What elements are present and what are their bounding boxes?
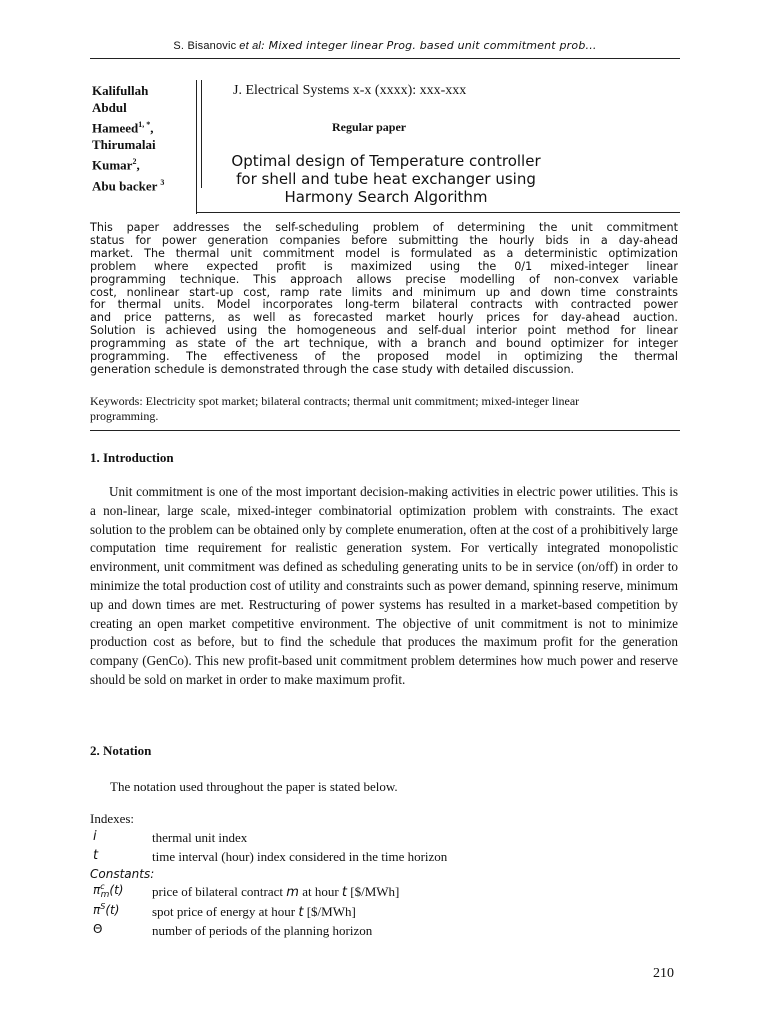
author-line: Kalifullah xyxy=(92,83,149,98)
paper-type: Regular paper xyxy=(332,120,407,134)
author-list xyxy=(92,82,202,194)
abstract-line: market. The thermal unit commitment model is formulated as a deterministic optimization xyxy=(90,246,678,260)
running-head-etal: et al xyxy=(239,40,262,52)
section-heading-notation: 2. Notation xyxy=(90,743,152,758)
abstract-line: programming as state of the art technique, with a branch and bound optimizer for integer xyxy=(90,337,678,351)
constant-symbol: Θ xyxy=(93,922,103,936)
abstract-rule xyxy=(90,430,680,431)
affiliation-marker: 3 xyxy=(160,177,165,187)
author-line: Kumar$^2$, xyxy=(92,157,140,173)
constant-definition: price of bilateral contract m at hour t [$/MWh] xyxy=(152,884,400,900)
section-heading-introduction: 1. Introduction xyxy=(90,450,174,465)
author-line: Hameed$^{1, *}$, xyxy=(92,120,154,136)
affiliation-marker: 2 xyxy=(132,157,137,167)
author-line: Thirumalai xyxy=(92,137,156,153)
paper-title-line: Harmony Search Algorithm xyxy=(284,188,488,206)
paper-title-line: Optimal design of Temperature controller xyxy=(231,152,541,170)
abstract-line: problem where expected profit is maximized using the 0/1 mixed-integer linear xyxy=(90,259,678,273)
keywords-line: Keywords: Electricity spot market; bilateral contracts; thermal unit commitment; mixed-integer linear xyxy=(90,394,580,408)
abstract xyxy=(90,222,678,377)
paper-title xyxy=(196,152,576,206)
keywords xyxy=(90,394,678,424)
journal-citation: J. Electrical Systems x-x (xxxx): xxx-xxx xyxy=(233,83,467,98)
author-line: Abdul xyxy=(92,100,127,115)
abstract-line: cost, nonlinear start-up cost, ramp rate limits and minimum up and down time constraints xyxy=(90,285,678,299)
keywords-line: programming. xyxy=(90,409,159,423)
index-symbol: i xyxy=(93,829,97,844)
index-definition: thermal unit index xyxy=(152,830,248,845)
abstract-line: programming. The effectiveness of the proposed model in optimizing the thermal xyxy=(90,350,678,364)
running-head xyxy=(90,39,680,52)
paper-title-line: for shell and tube heat exchanger using xyxy=(236,170,536,188)
affiliation-marker: 1, * xyxy=(138,120,151,129)
abstract-line: This paper addresses the self-scheduling problem of determining the unit commitment xyxy=(90,221,678,234)
constants-label: Constants: xyxy=(90,867,155,881)
running-head-title: : Mixed integer linear Prog. based unit commitment prob... xyxy=(261,39,597,52)
header-rule xyxy=(90,58,680,59)
abstract-line: and price patterns, as well as forecasted market hourly prices for day-ahead auction. xyxy=(90,311,678,325)
introduction-paragraph: Unit commitment is one of the most important decision-making activities in electric power utilities. This is a non-linear, large scale, mixed-integer combinatorial optimization problem with constraints. The exact solution to the problem can be obtained only by complete enumeration, often at the cost of a prohibitively large computation time requirement for realistic generation system. For vertically integrated monopolistic environment, unit commitment was defined as scheduling generating units to be in service (on/off) in order to minimize the total production cost of utility and constraints such as power demand, spinning reserve, minimum up and down times are met. Restructuring of power systems has resulted in a market-based competition by creating an open market competitive environment. The objective of unit commitment is not to minimize production cost as before, but to find the schedule that produces the maximum profit for the generation company (GenCo). This new profit-based unit commitment problem determines how much power and reserve should be sold on market in order to make maximum profit. xyxy=(90,484,678,687)
title-rule xyxy=(196,212,680,213)
abstract-line: status for power generation companies before submitting the hourly bids in a day-ahead xyxy=(90,233,678,247)
running-head-author: S. Bisanovic xyxy=(173,40,237,52)
abstract-line: programming technique. This approach allows precise modelling of non-convex variable xyxy=(90,272,678,286)
notation-intro: The notation used throughout the paper is stated below. xyxy=(110,779,398,794)
author-line: Abu backer $^3$ xyxy=(92,177,165,193)
abstract-line: Solution is achieved using the homogeneous and self-dual interior point method for linear xyxy=(90,324,678,338)
constant-symbol: $\pi^S(t)$ xyxy=(93,902,120,917)
page-number: 210 xyxy=(653,966,674,981)
constant-definition: spot price of energy at hour t [$/MWh] xyxy=(152,904,356,920)
abstract-line: generation schedule is demonstrated through the case study with detailed discussion. xyxy=(90,362,575,376)
constant-definition: number of periods of the planning horizon xyxy=(152,923,373,938)
index-definition: time interval (hour) index considered in the time horizon xyxy=(152,849,448,864)
abstract-line: for thermal units. Model incorporates long-term bilateral contracts with contracted power xyxy=(90,298,678,312)
indexes-label: Indexes: xyxy=(90,811,135,826)
index-symbol: t xyxy=(93,848,99,863)
introduction-body xyxy=(90,483,678,690)
constant-symbol: $\pi^c_m(t)$ xyxy=(93,882,124,901)
